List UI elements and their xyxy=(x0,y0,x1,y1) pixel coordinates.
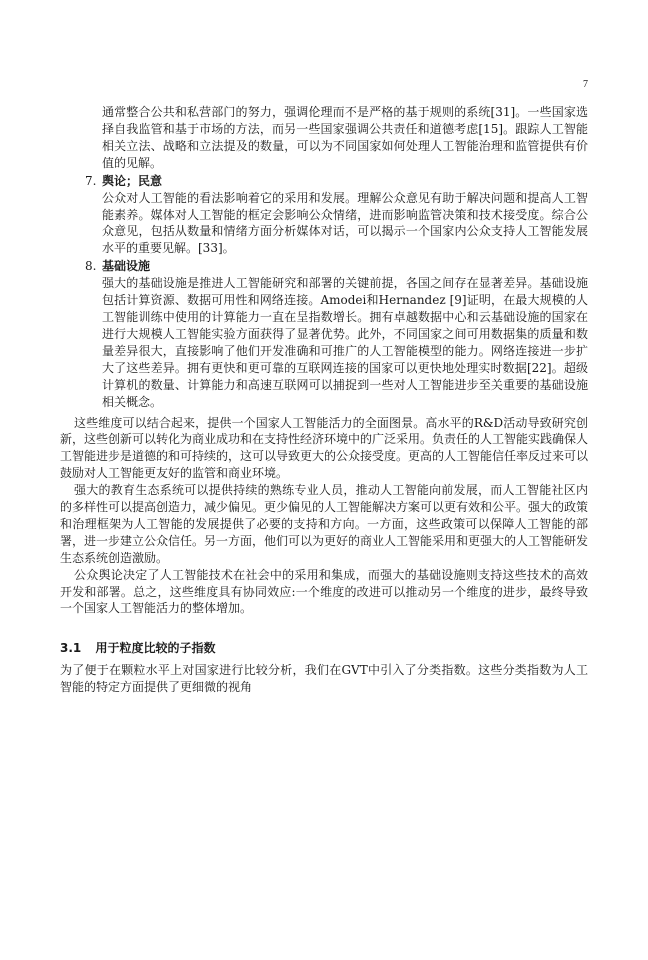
list-item-number: 8. xyxy=(85,259,97,274)
list-item-title: 舆论；民意 xyxy=(102,173,163,188)
body-text xyxy=(60,415,588,618)
section-number: 3.1 xyxy=(60,641,82,656)
list-item-body: 强大的基础设施是推进人工智能研究和部署的关键前提，各国之间存在显著差异。基础设施包括计算资源、数据可用性和网络连接。Amodei和Hernandez [9]证明，在最大规模的人工智能训练中使用的计算能力一直在呈指数增长。拥有卓越数据中心和云基础设施的国家在进行大规模人工智能实验方面获得了显著优势。此外，不同国家之间可用数据集的质量和数量差异很大，直接影响了他们开发准确和可推广的人工智能模型的能力。网络连接进一步扩大了这些差异。拥有更快和更可靠的互联网连接的国家可以更快地处理实时数据[22]。超级计算机的数量、计算能力和高速互联网可以捕捉到一些对人工智能进步至关重要的基础设施相关概念。 xyxy=(102,276,588,409)
section-heading xyxy=(60,639,588,656)
list-item-heading xyxy=(85,258,588,275)
list-item-8 xyxy=(85,258,588,410)
list-item-heading xyxy=(85,173,588,190)
body-paragraph: 公众舆论决定了人工智能技术在社会中的采用和集成，而强大的基础设施则支持这些技术的高效开发和部署。总之，这些维度具有协同效应:一个维度的改进可以推动另一个维度的进步，最终导致一个国家人工智能活力的整体增加。 xyxy=(60,567,588,616)
list-item-7 xyxy=(85,173,588,258)
list-continuation xyxy=(85,104,588,411)
body-paragraph: 这些维度可以结合起来，提供一个国家人工智能活力的全面图景。高水平的R&D活动导致研究创新，这些创新可以转化为商业成功和在支持性经济环境中的广泛采用。负责任的人工智能实践确保人工智能进步是道德的和可持续的，这可以导致更大的公众接受度。更高的人工智能信任率反过来可以鼓励对人工智能更友好的监管和商业环境。 xyxy=(60,415,589,481)
list-item-number: 7. xyxy=(85,173,97,188)
list-item-title: 基础设施 xyxy=(102,259,151,274)
list-item-6-continuation: 通常整合公共和私营部门的努力，强调伦理而不是严格的基于规则的系统[31]。一些国家选择自我监管和基于市场的方法，而另一些国家强调公共责任和道德考虑[15]。跟踪人工智能相关立法、战略和立法提及的数量，可以为不同国家如何处理人工智能治理和监管提供有价值的见解。 xyxy=(102,105,588,170)
section-paragraph: 为了便于在颗粒水平上对国家进行比较分析，我们在GVT中引入了分类指数。这些分类指数为人工智能的特定方面提供了更细微的视角 xyxy=(60,663,588,695)
page-content xyxy=(60,104,588,696)
page-number: 7 xyxy=(583,79,588,90)
body-paragraph: 强大的教育生态系统可以提供持续的熟练专业人员，推动人工智能向前发展，而人工智能社区内的多样性可以提高创造力，减少偏见。更少偏见的人工智能解决方案可以更有效和公平。强大的政策和治理框架为人工智能的发展提供了必要的支持和方向。一方面，这些政策可以保障人工智能的部署，进一步建立公众信任。另一方面，他们可以为更好的商业人工智能采用和更强大的人工智能研发生态系统创造激励。 xyxy=(60,483,589,565)
list-item-body: 公众对人工智能的看法影响着它的采用和发展。理解公众意见有助于解决问题和提高人工智能素养。媒体对人工智能的框定会影响公众情绪，进而影响监管决策和技术接受度。综合公众意见，包括从数量和情绪方面分析媒体对话，可以揭示一个国家内公众支持人工智能发展水平的重要见解。[33]。 xyxy=(102,190,588,256)
section-title: 用于粒度比较的子指数 xyxy=(95,641,216,656)
